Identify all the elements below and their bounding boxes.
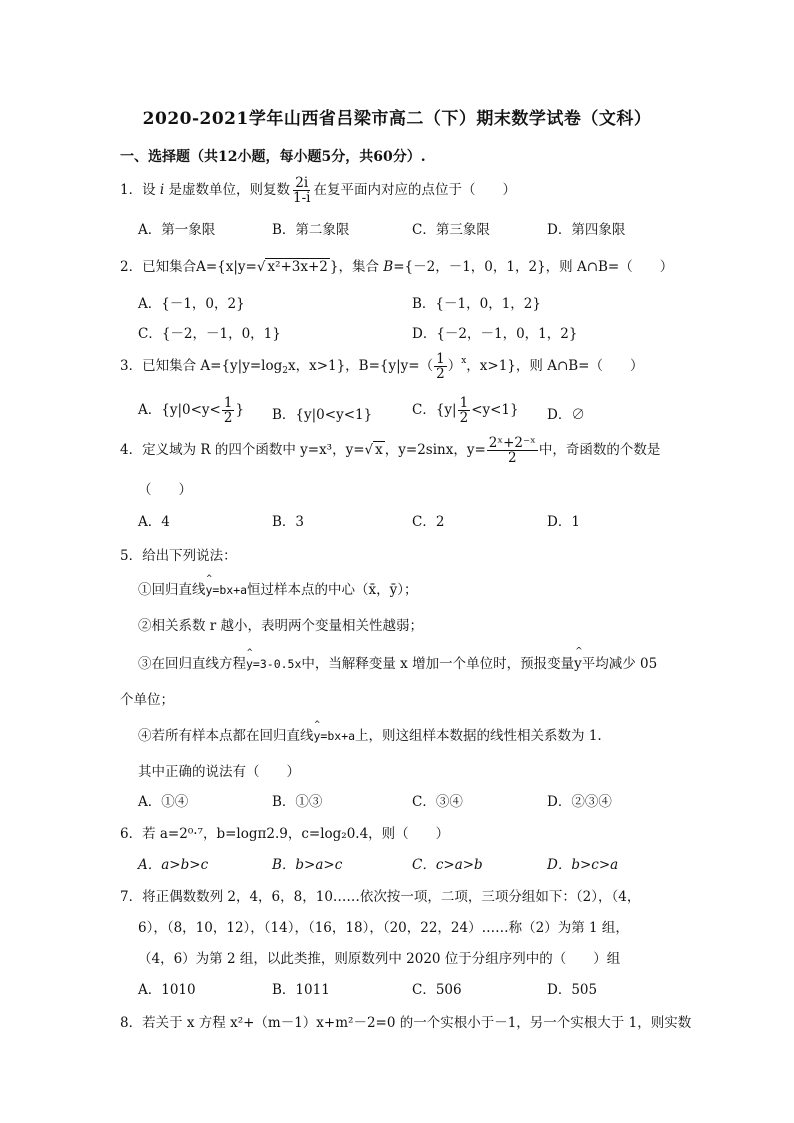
- q3-option-c: C．{y| $\frac{1}{2}$ <y<1}: [412, 395, 519, 427]
- q5-option-d: D．②③④: [547, 794, 612, 810]
- q7-option-c: C．506: [412, 982, 462, 998]
- q3-option-a: A．{y|0<y< $\frac{1}{2}$ }: [138, 395, 245, 427]
- q4-stem: 4．定义域为 R 的四个函数中 y=x³，y=√ x ，y=2sinx，y= $\frac{\text{2ˣ+2⁻ˣ}}{2}$ 中，奇函数的个数是: [120, 435, 661, 467]
- q5-statement-2: ②相关系数 r 越小，表明两个变量相关性越弱；: [138, 618, 424, 634]
- q5-statement-3-cont: 个单位；: [120, 692, 174, 708]
- q4-answer-paren: （ ）: [138, 482, 192, 498]
- q5-option-c: C．③④: [412, 794, 463, 810]
- q6-option-d: D．b>c>a: [547, 857, 619, 873]
- q7-line-2: 6），（8，10，12），（14），（16，18），（20，22，24）……称（2）为第 1 组，: [138, 920, 629, 936]
- q5-stem: 5．给出下列说法：: [120, 548, 237, 564]
- q2-option-a: A．{－1，0，2}: [138, 296, 245, 312]
- section-heading: 一、选择题（共12小题，每小题5分，共60分）.: [120, 149, 426, 165]
- q5-option-b: B．①③: [272, 794, 323, 810]
- q2-radicand: x²+3x+2: [267, 259, 328, 275]
- q2-option-b: B．{－1，0，1，2}: [412, 296, 541, 312]
- q6-stem: 6．若 a=2⁰·⁷，b=logπ2.9，c=log₂0.4，则（ ）: [120, 826, 450, 842]
- q7-option-d: D．505: [547, 982, 598, 998]
- q1-option-b: B．第二象限: [272, 222, 350, 238]
- q7-line-3: （4，6）为第 2 组，以此类推，则原数列中 2020 位于分组序列中的（ ）组: [138, 951, 621, 967]
- q1-option-c: C．第三象限: [412, 222, 490, 238]
- q4-option-d: D．1: [547, 514, 580, 530]
- q1-option-a: A．第一象限: [138, 222, 216, 238]
- q5-question: 其中正确的说法有（ ）: [138, 764, 300, 780]
- q4-option-c: C．2: [412, 514, 445, 530]
- q3-stem: 3．已知集合 $A=\{y|y=\log_2x$，x>1}，B={y|y=（ $\frac{1}{2}$ ）$^x$，x>1}，则 A∩B=（ ）: [120, 351, 644, 383]
- q7-option-b: B．1011: [272, 982, 330, 998]
- q6-option-b: B．b>a>c: [272, 857, 343, 873]
- q4-option-b: B．3: [272, 514, 305, 530]
- q2-option-d: D．{－2，－1，0，1，2}: [412, 326, 578, 342]
- page-title: 2020-2021学年山西省吕梁市高二（下）期末数学试卷（文科）: [142, 109, 652, 129]
- q1-stem: 1．设 i 是虚数单位，则复数 $\frac{2i}{1-i}$ 在复平面内对应的点位于（ ）: [120, 175, 516, 207]
- q2-stem: 2．已知集合A={x|y=√ x²+3x+2 }，集合 B={－2，－1，0，1，2}，则 A∩B=（ ）: [120, 259, 674, 275]
- q7-line-1: 7．将正偶数数列 2，4，6，8，10……依次按一项，二项，三项分组如下：（2），（4，: [120, 889, 641, 905]
- q1-option-d: D．第四象限: [547, 222, 626, 238]
- q5-statement-3: ③在回归直线方程^ y=3-0.5x中，当解释变量 x 增加一个单位时，预报变量^ y平均减少 05: [138, 652, 657, 672]
- q8-line-1: 8．若关于 x 方程 x²+（m－1）x+m²－2=0 的一个实根小于－1，另一个实根大于 1，则实数: [120, 1015, 692, 1031]
- q3-option-d: D．∅: [547, 407, 585, 423]
- q6-option-c: C．c>a>b: [412, 857, 483, 873]
- q7-option-a: A．1010: [138, 982, 196, 998]
- q1-fraction: $\frac{2i}{1-i}$: [293, 175, 311, 207]
- q2-option-c: C．{－2，－1，0，1}: [138, 326, 281, 342]
- q5-statement-4: ④若所有样本点都在回归直线^ y=bx+a上，则这组样本数据的线性相关系数为 1.: [138, 724, 602, 744]
- q4-option-a: A．4: [138, 514, 170, 530]
- q3-option-b: B．{y|0<y<1}: [272, 407, 373, 423]
- q5-statement-1: ①回归直线^ y=bx+a恒过样本点的中心（x̄，ȳ）；: [138, 578, 418, 598]
- q6-option-a: A．a>b>c: [138, 857, 209, 873]
- q5-option-a: A．①④: [138, 794, 189, 810]
